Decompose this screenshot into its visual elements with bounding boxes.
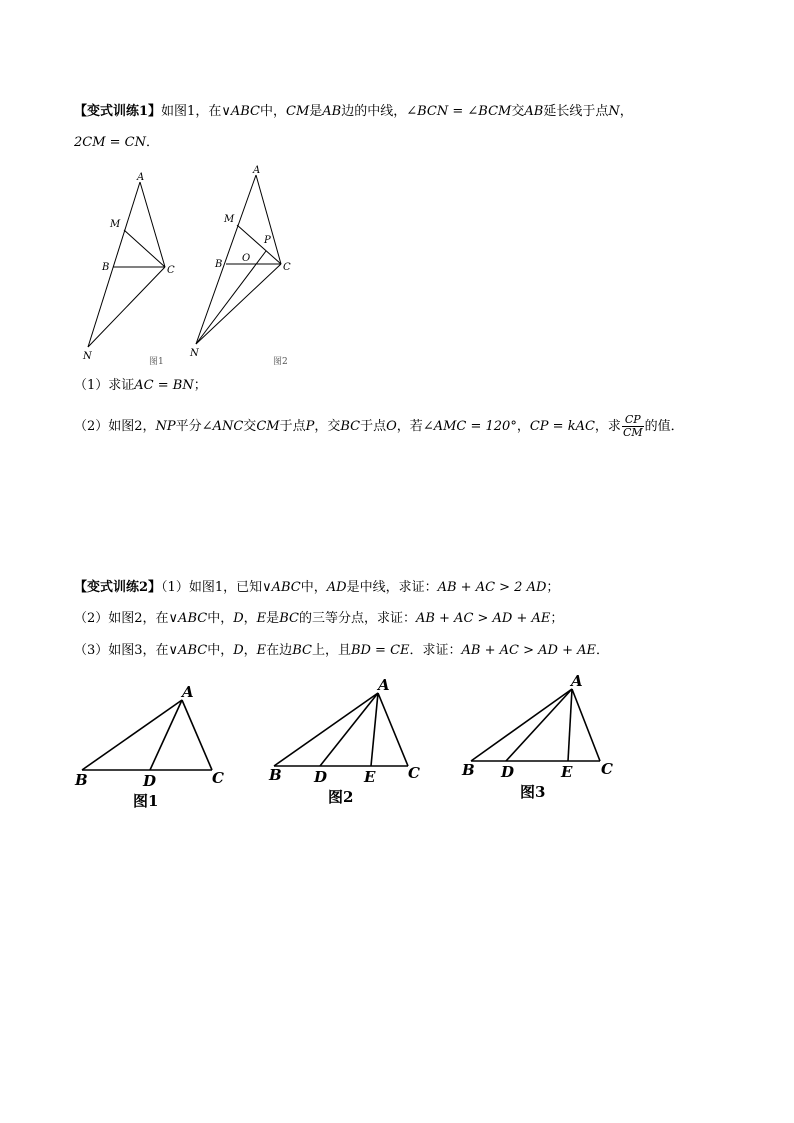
segment-NC: [196, 264, 281, 344]
text: ．: [595, 643, 609, 658]
text: （1）如图1，已知: [161, 580, 263, 595]
fraction-numerator: CP: [622, 414, 644, 427]
text: （2）如图2，: [74, 419, 156, 434]
text: 于点: [279, 419, 306, 434]
label-M: M: [110, 219, 121, 230]
segment-AB: [471, 689, 572, 761]
text: ，若: [396, 419, 423, 434]
label-B: B: [102, 262, 110, 273]
text: ；: [546, 580, 560, 595]
text: 是中线，求证：: [346, 580, 438, 595]
label-A: A: [182, 683, 194, 701]
problem1-figure1: [88, 182, 165, 347]
text: 在边: [266, 643, 293, 658]
segment-AD: [320, 693, 378, 766]
label-N: N: [83, 351, 92, 362]
problem2-tag: 【变式训练2】: [74, 580, 162, 595]
text: 中，: [207, 643, 234, 658]
math: CP = kAC: [529, 419, 595, 434]
text: 的值．: [644, 419, 684, 434]
label-E: E: [561, 763, 573, 781]
text: ，求: [594, 419, 621, 434]
segment-AB: [82, 700, 182, 770]
text: ；: [193, 378, 207, 393]
text: 中，: [259, 104, 286, 119]
text: 上，且: [311, 643, 351, 658]
label-A: A: [137, 172, 145, 183]
label-C: C: [408, 764, 420, 782]
figure1-caption: 图1: [149, 357, 164, 367]
figure2-caption: 图2: [328, 788, 354, 806]
math: AB + AC > AD + AE: [461, 643, 596, 658]
math: CM: [286, 104, 310, 119]
figure2-caption: 图2: [273, 357, 288, 367]
math: CM: [256, 419, 280, 434]
problem1-figure1-labels: [82, 172, 175, 367]
math: ∠AMC = 120°: [422, 419, 517, 434]
label-B: B: [269, 766, 282, 784]
segment-AD: [506, 689, 572, 761]
text: 交: [243, 419, 257, 434]
segment-NC: [88, 267, 165, 347]
text: 平分: [175, 419, 202, 434]
label-C: C: [167, 265, 175, 276]
text: （2）如图2，在: [74, 611, 169, 626]
math: BC: [279, 611, 299, 626]
figure1-caption: 图1: [133, 792, 159, 810]
label-C: C: [212, 769, 224, 787]
segment-AE: [371, 693, 378, 766]
label-C: C: [283, 262, 291, 273]
segment-AC: [572, 689, 600, 761]
math: AB + AC > 2 AD: [437, 580, 547, 595]
text: ．: [146, 135, 160, 150]
math: E: [256, 611, 267, 626]
text: 如图1，在: [161, 104, 222, 119]
math: AB: [322, 104, 342, 119]
text: ，: [243, 643, 257, 658]
segment-AC: [182, 700, 212, 770]
math: AC = BN: [134, 378, 194, 393]
math: ∠ANC: [201, 419, 244, 434]
segment-AE: [568, 689, 572, 761]
text: ，: [516, 419, 530, 434]
fraction-denominator: CM: [622, 426, 643, 439]
math: AB: [524, 104, 544, 119]
math: ∨ABC: [168, 643, 208, 658]
label-D: D: [501, 763, 515, 781]
math: AB + AC > AD + AE: [415, 611, 551, 626]
math: BD = CE: [350, 643, 410, 658]
math: E: [256, 643, 267, 658]
problem1-figure2: [196, 175, 281, 344]
math: NP: [155, 419, 176, 434]
segment-AC: [256, 175, 281, 264]
label-O: O: [242, 253, 251, 264]
text: ．求证：: [409, 643, 462, 658]
math: ∨ABC: [262, 580, 301, 595]
math: 2CM = CN: [74, 135, 147, 150]
label-N: N: [190, 348, 199, 359]
math: O: [386, 419, 397, 434]
math: BC: [292, 643, 312, 658]
segment-AC: [378, 693, 408, 766]
figure3-caption: 图3: [520, 783, 546, 801]
text: 边的中线，: [341, 104, 407, 119]
label-B: B: [75, 771, 88, 789]
text: 于点: [360, 419, 387, 434]
label-B: B: [215, 259, 223, 270]
math: N: [608, 104, 620, 119]
text: 中，: [300, 580, 327, 595]
label-P: P: [264, 235, 271, 246]
label-M: M: [224, 214, 235, 225]
text: 交: [511, 104, 525, 119]
text: （1）求证: [74, 378, 135, 393]
label-D: D: [314, 768, 328, 786]
label-A: A: [378, 676, 390, 694]
text: （3）如图3，在: [74, 643, 169, 658]
label-A: A: [571, 672, 583, 690]
problem1-tag: 【变式训练1】: [74, 104, 162, 119]
label-E: E: [364, 768, 376, 786]
text: 的三等分点，求证：: [298, 611, 416, 626]
segment-AN: [88, 182, 140, 347]
math: AD: [326, 580, 347, 595]
problem2-figure3: [471, 689, 600, 761]
label-A: A: [253, 165, 261, 176]
segment-MC: [124, 230, 165, 267]
segment-NP: [196, 251, 266, 344]
text: 中，: [207, 611, 234, 626]
segment-AB: [274, 693, 378, 766]
text: ，: [243, 611, 257, 626]
label-C: C: [601, 760, 613, 778]
math: D: [233, 643, 244, 658]
segment-AC: [140, 182, 165, 267]
text: ，交: [314, 419, 341, 434]
math: ∨ABC: [221, 104, 260, 119]
math: ∨ABC: [168, 611, 208, 626]
label-D: D: [143, 772, 157, 790]
text: ；: [550, 611, 564, 626]
text: 延长线于点: [543, 104, 609, 119]
math: P: [305, 419, 315, 434]
text: 是: [266, 611, 280, 626]
math: BC: [340, 419, 361, 434]
math: D: [233, 611, 244, 626]
problem2-figure1: [82, 700, 212, 770]
text: ，: [619, 104, 633, 119]
label-B: B: [462, 761, 475, 779]
math: ∠BCN = ∠BCM: [406, 104, 512, 119]
text: 是: [309, 104, 323, 119]
problem2-figure2: [274, 693, 408, 766]
